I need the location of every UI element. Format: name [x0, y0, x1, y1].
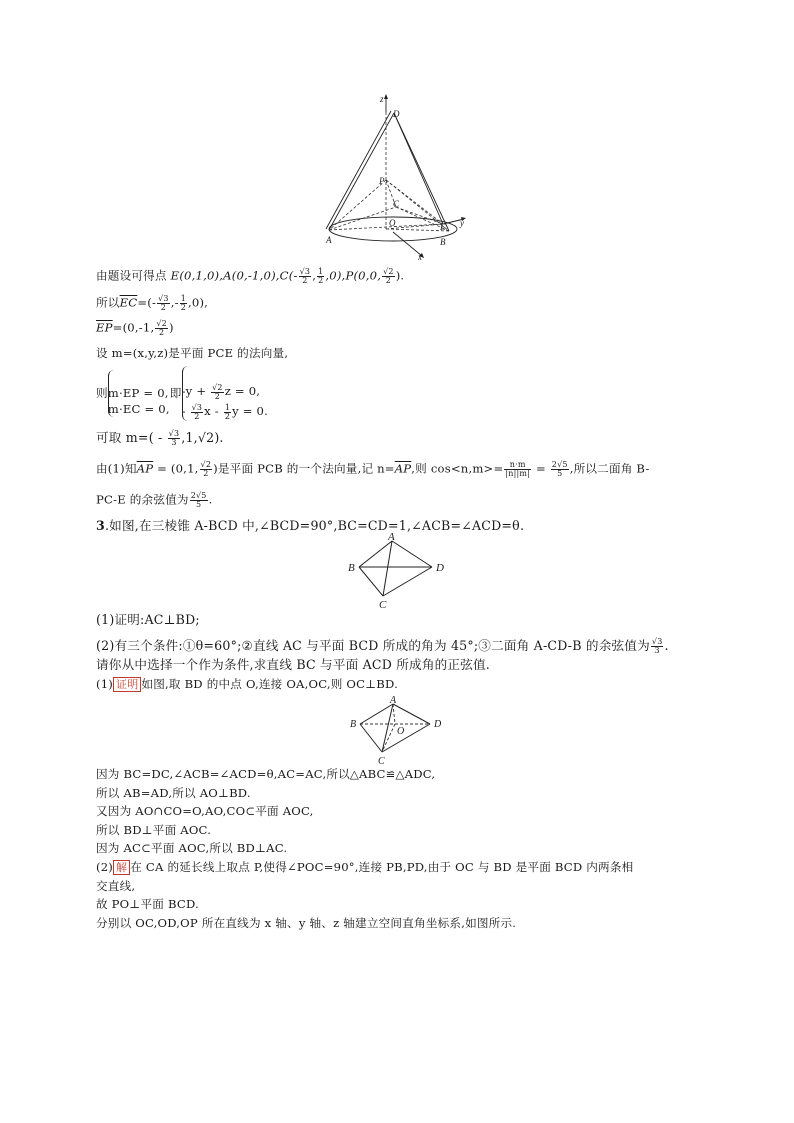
- text-line-5: 则 m·EP = 0, m·EC = 0, 即 -y + $\frac{√2}{2}$ z = 0, - $\frac{√3}{2}$ x - $\frac{1}{2}$ y = 0.: [96, 366, 268, 421]
- label-z: z: [380, 94, 384, 104]
- text-line-1: 由题设可得点 E(0,1,0),A(0,-1,0),C(- $\frac{√3}{2}$ , $\frac{1}{2}$ ,0),P(0,0, $\frac{√2}{2}$ ).: [96, 267, 405, 285]
- label-a: A: [388, 531, 395, 543]
- text-line-17: 所以 BD⊥平面 AOC.: [96, 823, 212, 837]
- label-o: O: [389, 218, 396, 228]
- label-e: E: [440, 222, 446, 232]
- cone-figure: [318, 92, 478, 262]
- label-d: D: [436, 562, 444, 574]
- text: 由题设可得点: [96, 268, 171, 283]
- vector-ep: $\overline{EP}$: [96, 320, 113, 335]
- label-c: C: [379, 599, 387, 611]
- text-line-11: (2)有三个条件:①θ=60°;②直线 AC 与平面 BCD 所成的角为 45°;③二面角 A-CD-B 的余弦值为 $\frac{√3}{3}$ .: [96, 637, 669, 655]
- label-o: O: [397, 726, 405, 737]
- text-line-3: $\overline{EP}=(0,-1$, $\frac{√2}{2}$ ): [96, 319, 174, 337]
- label-b: B: [440, 237, 446, 247]
- fraction: $\frac{1}{2}$: [318, 267, 324, 285]
- text-line-14: 因为 BC=DC,∠ACB=∠ACD=θ,AC=AC,所以△ABC≌△ADC,: [96, 767, 436, 781]
- fraction: $\frac{1}{2}$: [180, 294, 186, 312]
- fraction: $\frac{√2}{2}$: [156, 319, 167, 337]
- text-line-16: 又因为 AO∩CO=O,AO,CO⊂平面 AOC,: [96, 804, 314, 818]
- text-line-18: 因为 AC⊂平面 AOC,所以 BD⊥AC.: [96, 841, 288, 855]
- equation-system-left: m·EP = 0, m·EC = 0,: [108, 370, 170, 417]
- fraction: $\frac{√2}{2}$: [383, 267, 394, 285]
- text-line-4: 设 m=(x,y,z)是平面 PCE 的法向量,: [96, 346, 289, 360]
- label-a: A: [390, 695, 397, 706]
- label-b: B: [348, 562, 355, 574]
- coords: E(0,1,0),A(0,-1,0),C(-: [170, 268, 298, 283]
- label-d: D: [434, 719, 442, 730]
- text-line-6: 可取 m=( - $\frac{√3}{3}$ ,1,√2).: [96, 429, 224, 447]
- text-line-2: 所以$\overline{EC}=(-$ $\frac{√3}{2}$ ,- $\frac{1}{2}$ ,0),: [96, 294, 209, 312]
- text-line-7: 由(1)知$\overline{AP} = (0,1$, $\frac{√2}{2}$ )是平面 PCB 的一个法向量,记 $n=\overline{AP}$,则 cos<n,m>= $\frac{n\cdot m}{|n||m|}$ = $\frac{2√5}{5}$ ,所以二面角 B-: [96, 460, 650, 478]
- label-y: y: [460, 218, 464, 228]
- text-line-20: 交直线,: [96, 879, 136, 893]
- text-line-13: (1) 证明 如图,取 BD 的中点 O,连接 OA,OC,则 OC⊥BD.: [96, 677, 398, 691]
- label-d: D: [393, 109, 400, 119]
- text-line-21: 故 PO⊥平面 BCD.: [96, 897, 199, 911]
- label-x: x: [418, 252, 422, 262]
- fraction: $\frac{√3}{2}$: [158, 294, 169, 312]
- fraction: $\frac{√3}{2}$: [299, 267, 311, 285]
- text-line-19: (2) 解 在 CA 的延长线上取点 P,使得∠POC=90°,连接 PB,PD,由于 OC 与 BD 是平面 BCD 内两条相: [96, 860, 634, 874]
- label-c: C: [378, 756, 385, 767]
- problem-3-heading: 3.如图,在三棱锥 A-BCD 中,∠BCD=90°,BC=CD=1,∠ACB=∠ACD=θ.: [96, 518, 525, 533]
- solution-tag: 解: [113, 860, 130, 875]
- text-line-15: 所以 AB=AD,所以 AO⊥BD.: [96, 786, 251, 800]
- label-p: P: [379, 176, 385, 186]
- tetrahedron-figure-1: [345, 530, 450, 612]
- label-c: C: [393, 199, 400, 209]
- text-line-10: (1)证明:AC⊥BD;: [96, 612, 200, 627]
- equation-system-right: -y + $\frac{√2}{2}$ z = 0, - $\frac{√3}{2}$ x - $\frac{1}{2}$ y = 0.: [182, 366, 268, 421]
- text-line-22: 分别以 OC,OD,OP 所在直线为 x 轴、y 轴、z 轴建立空间直角坐标系,如图所示.: [96, 916, 517, 930]
- fraction: $\frac{√3}{3}$: [168, 429, 180, 447]
- label-b: B: [350, 719, 357, 730]
- proof-tag: 证明: [113, 677, 141, 692]
- text-line-12: 请你从中选择一个作为条件,求直线 BC 与平面 ACD 所成角的正弦值.: [96, 657, 491, 672]
- vector-ec: $\overline{EC}$: [119, 295, 138, 310]
- label-a: A: [326, 235, 332, 245]
- tetrahedron-figure-2: [346, 694, 446, 768]
- text-line-8: PC-E 的余弦值为 $\frac{2√5}{5}$ .: [96, 491, 213, 509]
